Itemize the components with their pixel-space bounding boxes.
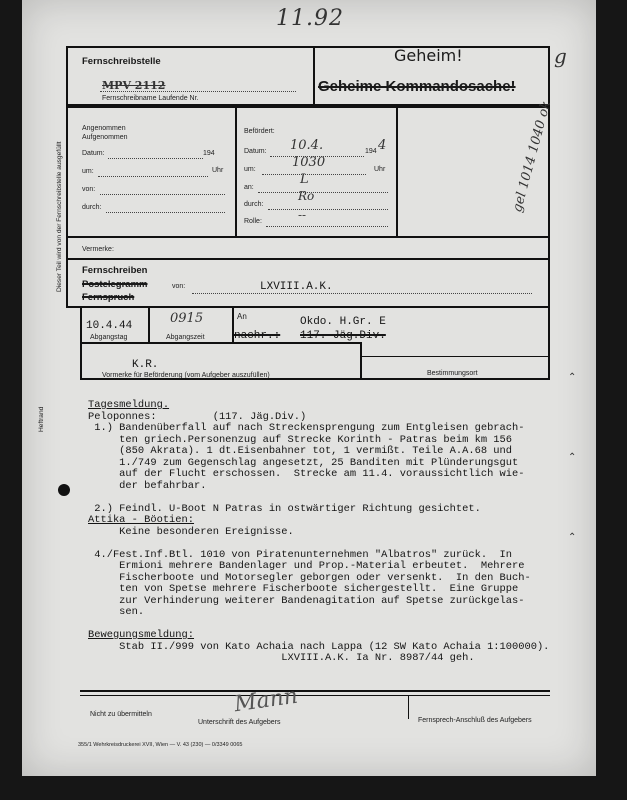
forwarded-year: 194 bbox=[365, 148, 377, 155]
routing-frame bbox=[66, 104, 550, 308]
punch-hole bbox=[58, 484, 70, 496]
forwarded-date-label: Datum: bbox=[244, 148, 267, 155]
secrecy-label: Geheim! bbox=[394, 46, 463, 65]
body-line: sen. bbox=[88, 606, 145, 618]
body-line: Tagesmeldung. bbox=[88, 399, 170, 411]
forwarded-via-label: durch: bbox=[244, 201, 264, 208]
dispatch-cc: 117. Jäg.Div. bbox=[300, 330, 386, 342]
received-year: 194 bbox=[203, 150, 215, 157]
dispatch-cc-label: nachr.: bbox=[234, 330, 281, 342]
body-line: 4./Fest.Inf.Btl. 1010 von Piratenunternehmen "Albatros" zurück. In bbox=[88, 548, 513, 561]
remarks-label: Vermerke: bbox=[82, 246, 114, 253]
dispatch-to-label: An bbox=[237, 312, 247, 321]
dispatch-date: 10.4.44 bbox=[86, 320, 133, 332]
serial-number: MPV 2112 bbox=[102, 79, 166, 92]
body-line: Peloponnes: (117. Jäg.Div.) bbox=[88, 410, 307, 423]
forwarded-date: 10.4. bbox=[290, 138, 324, 153]
body-line: 1./749 zum Gegenschlag angesetzt, 25 Banditen mit Plünderungsgut bbox=[88, 456, 519, 469]
body-line: ten griech.Personenzug auf Strecke Korinth - Patras beim km 156 bbox=[88, 433, 513, 446]
forwarded-via: Ro bbox=[298, 189, 315, 203]
check-mark-1: ⌃ bbox=[568, 372, 577, 383]
type-phone: Fernspruch bbox=[82, 292, 135, 303]
dispatch-time: 0915 bbox=[170, 311, 204, 326]
station-label: Fernschreibstelle bbox=[82, 56, 161, 67]
body-line: 1.) Bandenüberfall auf nach Streckensprengung zum Entgleisen gebrach- bbox=[88, 422, 525, 434]
received-via-label: durch: bbox=[82, 204, 102, 211]
handwritten-margin-note: gel 1014 1040 ok bbox=[510, 99, 555, 214]
forwarded-to: L bbox=[300, 172, 309, 187]
forwarded-title: Befördert: bbox=[244, 128, 275, 135]
dispatch-to: Okdo. H.Gr. E bbox=[300, 316, 386, 328]
check-mark-3: ⌃ bbox=[568, 532, 577, 543]
type-telex: Fernschreiben bbox=[82, 265, 148, 276]
telex-form-sheet bbox=[22, 0, 596, 776]
priority: K.R. bbox=[132, 359, 159, 371]
body-line: 2.) Feindl. U-Boot N Patras in ostwärtiger Richtung gesichtet. bbox=[88, 502, 481, 515]
forwarded-role-label: Rolle: bbox=[244, 218, 262, 225]
body-line: (850 Akrata). 1 dt.Eisenbahner tot, 1 vermißt. Teile A.A.68 und bbox=[88, 445, 513, 457]
received-date-label: Datum: bbox=[82, 150, 105, 157]
forwarded-time-label: um: bbox=[244, 166, 256, 173]
signature: Mann bbox=[232, 683, 300, 718]
check-mark-2: ⌃ bbox=[568, 452, 577, 463]
body-line: Bewegungsmeldung: bbox=[88, 629, 195, 641]
body-line: LXVIII.A.K. Ia Nr. 8987/44 geh. bbox=[88, 652, 475, 664]
received-clock: Uhr bbox=[212, 167, 224, 174]
binding-margin-label: Heftrand bbox=[38, 406, 45, 432]
received-from-label: von: bbox=[82, 186, 96, 193]
body-line: Stab II./999 von Kato Achaia nach Lappa (12 SW Kato Achaia 1:100000). bbox=[88, 640, 550, 653]
body-line: Ermioni mehrere Bandenlager und Prop.-Material erbeutet. Mehrere bbox=[88, 560, 525, 572]
received-title-2: Aufgenommen bbox=[82, 134, 128, 141]
do-not-transmit-label: Nicht zu übermitteln bbox=[90, 711, 152, 718]
dispatch-date-label: Abgangstag bbox=[90, 334, 128, 341]
forwarded-role: -- bbox=[298, 208, 307, 222]
body-line: auf der Flucht erschossen. Strecke am 11.4. voraussichtlich wie- bbox=[88, 468, 525, 480]
body-line: Keine besonderen Ereignisse. bbox=[88, 525, 294, 538]
received-time-label: um: bbox=[82, 168, 94, 175]
phone-label: Fernsprech-Anschluß des Aufgebers bbox=[418, 717, 532, 724]
serial-number-label: Fernschreibname Laufende Nr. bbox=[102, 95, 199, 102]
body-line: Attika - Böotien: bbox=[88, 514, 195, 526]
forwarded-time: 1030 bbox=[292, 155, 326, 170]
print-info: 355/1 Wehrkreisdruckerei XVII, Wien — V. 43 (230) — 0/3349 0065 bbox=[78, 742, 243, 748]
secrecy-struck-label: Geheime Kommandosache! bbox=[318, 78, 516, 95]
side-note: Dieser Teil wird von der Fernschreibstelle ausgefüllt bbox=[56, 141, 63, 292]
priority-note: Vormerke für Beförderung (vom Aufgeber auszufüllen) bbox=[102, 372, 270, 379]
body-line bbox=[88, 538, 588, 550]
message-body bbox=[88, 400, 588, 665]
corner-letter: g bbox=[554, 44, 567, 68]
forwarded-year-digit: 4 bbox=[378, 138, 387, 153]
body-line: zur Verhinderung weiterer Bandenagitation auf Spetse zurückgelas- bbox=[88, 594, 525, 607]
type-telegram: Postelegramm bbox=[82, 279, 148, 290]
body-line: der befahrbar. bbox=[88, 479, 207, 492]
body-line: Fischerboote und Motorsegler geborgen oder versenkt. In den Buch- bbox=[88, 571, 531, 584]
forwarded-to-label: an: bbox=[244, 184, 254, 191]
body-line bbox=[88, 492, 588, 504]
forwarded-clock: Uhr bbox=[374, 166, 386, 173]
received-title-1: Angenommen bbox=[82, 125, 126, 132]
destination-label: Bestimmungsort bbox=[427, 370, 478, 377]
signature-label: Unterschrift des Aufgebers bbox=[198, 719, 281, 726]
sender: LXVIII.A.K. bbox=[260, 281, 333, 293]
type-from-label: von: bbox=[172, 283, 186, 290]
body-line: ten von Spetse mehrere Fischerboote sichergestellt. Eine Gruppe bbox=[88, 583, 519, 595]
archive-number: 11.92 bbox=[276, 6, 344, 31]
dispatch-time-label: Abgangszeit bbox=[166, 334, 205, 341]
